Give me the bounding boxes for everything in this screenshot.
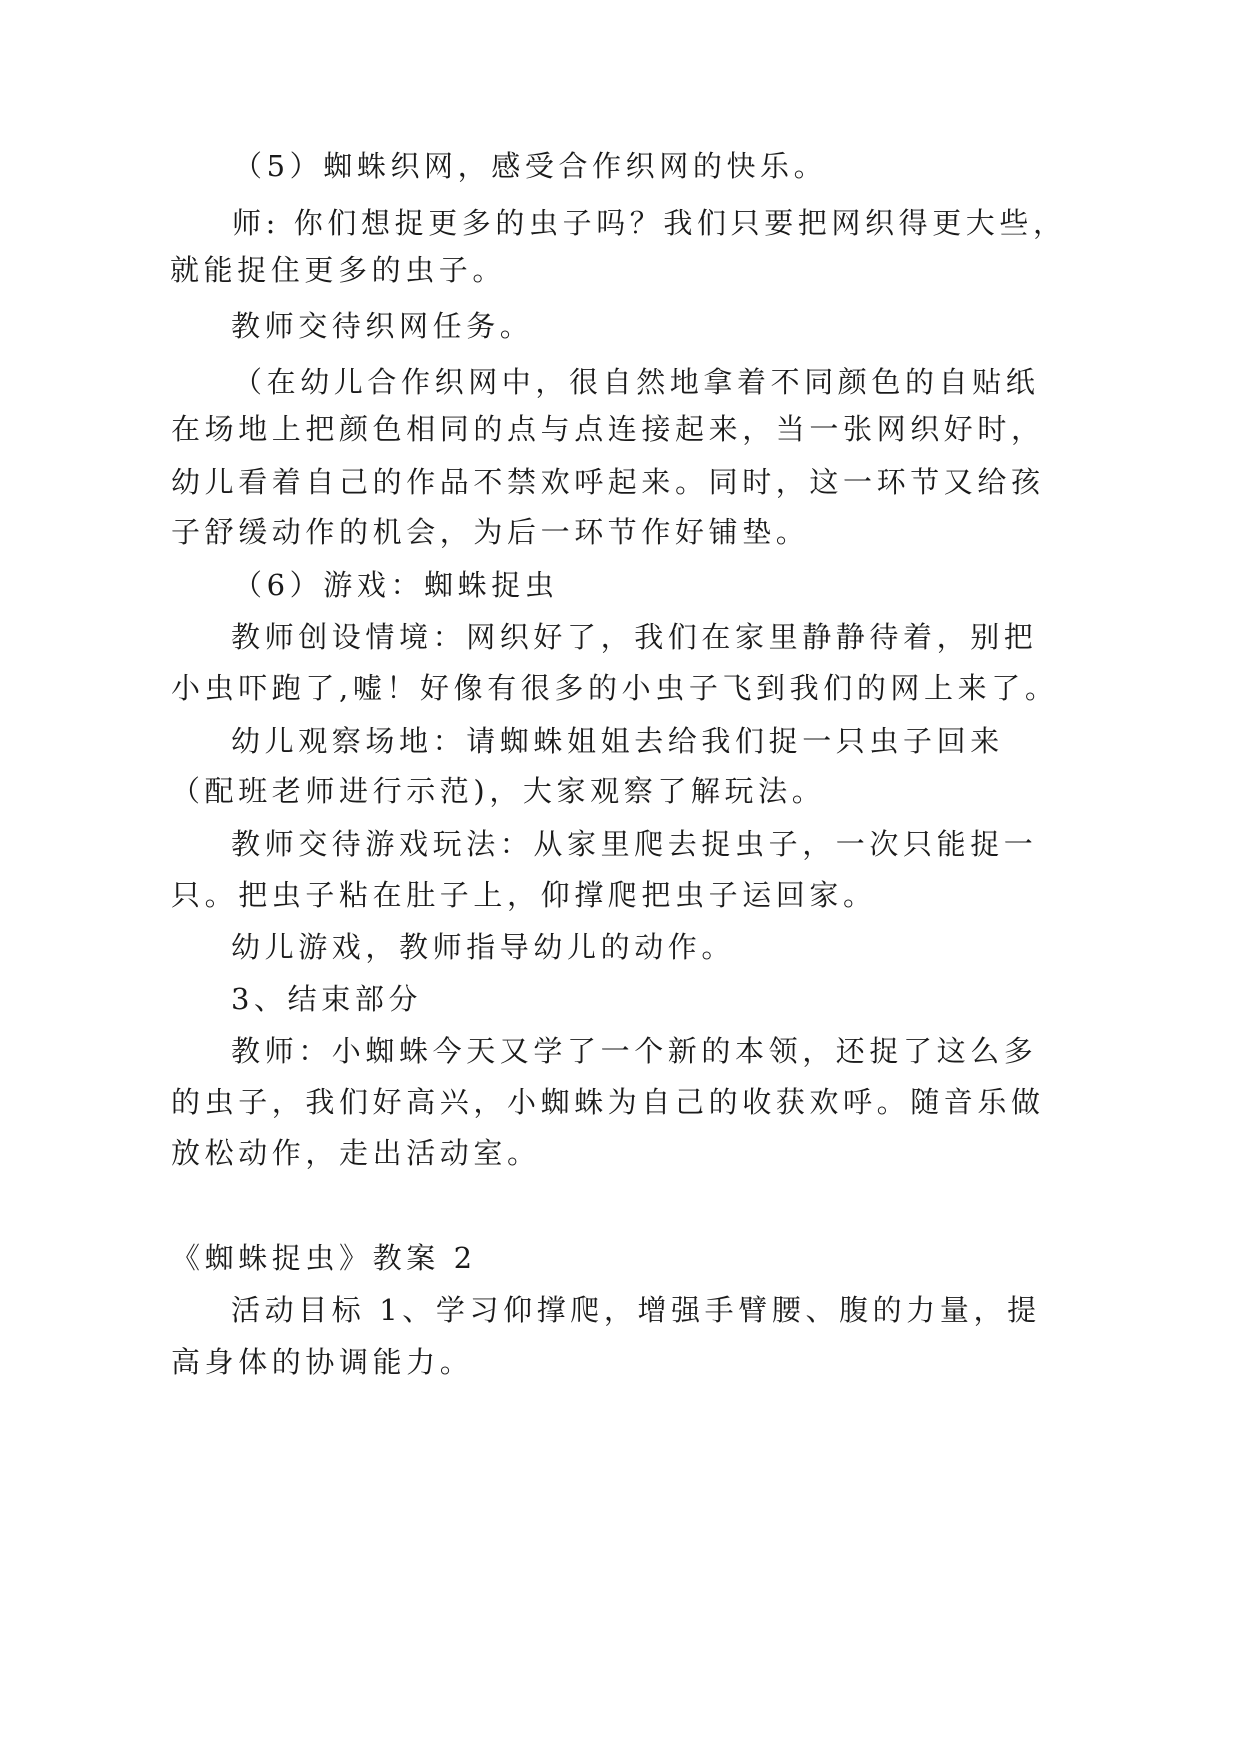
text-line: 教师交待游戏玩法：从家里爬去捉虫子，一次只能捉一 bbox=[231, 827, 1038, 861]
text-line: 就能捉住更多的虫子。 bbox=[170, 253, 507, 287]
text-line: 放松动作，走出活动室。 bbox=[171, 1136, 541, 1170]
text-line: （5）蜘蛛织网，感受合作织网的快乐。 bbox=[233, 149, 828, 183]
text-line: 师: 你们想捉更多的虫子吗？我们只要把网织得更大些， bbox=[232, 206, 1067, 240]
text-line: 高身体的协调能力。 bbox=[171, 1345, 474, 1379]
text-line: 在场地上把颜色相同的点与点连接起来，当一张网织好时， bbox=[171, 412, 1045, 446]
text-line: 幼儿观察场地：请蜘蛛姐姐去给我们捉一只虫子回来 bbox=[231, 724, 1004, 758]
text-line: 教师交待织网任务。 bbox=[231, 309, 534, 343]
text-line: （配班老师进行示范)，大家观察了解玩法。 bbox=[171, 774, 826, 808]
text-line: 小虫吓跑了,嘘！好像有很多的小虫子飞到我们的网上来了。 bbox=[171, 671, 1059, 705]
text-line: 只。把虫子粘在肚子上，仰撑爬把虫子运回家。 bbox=[171, 878, 877, 912]
text-line: 子舒缓动作的机会，为后一环节作好铺垫。 bbox=[171, 515, 810, 549]
section-heading: 3、结束部分 bbox=[231, 982, 423, 1016]
text-line: 幼儿游戏，教师指导幼儿的动作。 bbox=[231, 930, 736, 964]
text-line: 教师创设情境：网织好了，我们在家里静静待着，别把 bbox=[231, 620, 1038, 654]
text-line: 教师：小蜘蛛今天又学了一个新的本领，还捉了这么多 bbox=[231, 1034, 1038, 1068]
text-line: 活动目标 1、学习仰撑爬，增强手臂腰、腹的力量，提 bbox=[231, 1293, 1041, 1327]
text-line: （在幼儿合作织网中，很自然地拿着不同颜色的自贴纸 bbox=[233, 365, 1040, 399]
text-line: 幼儿看着自己的作品不禁欢呼起来。同时，这一环节又给孩 bbox=[171, 465, 1045, 499]
document-title: 《蜘蛛捉虫》教案 2 bbox=[171, 1241, 477, 1275]
text-line: （6）游戏：蜘蛛捉虫 bbox=[233, 568, 559, 602]
text-line: 的虫子，我们好高兴，小蜘蛛为自己的收获欢呼。随音乐做 bbox=[171, 1085, 1045, 1119]
